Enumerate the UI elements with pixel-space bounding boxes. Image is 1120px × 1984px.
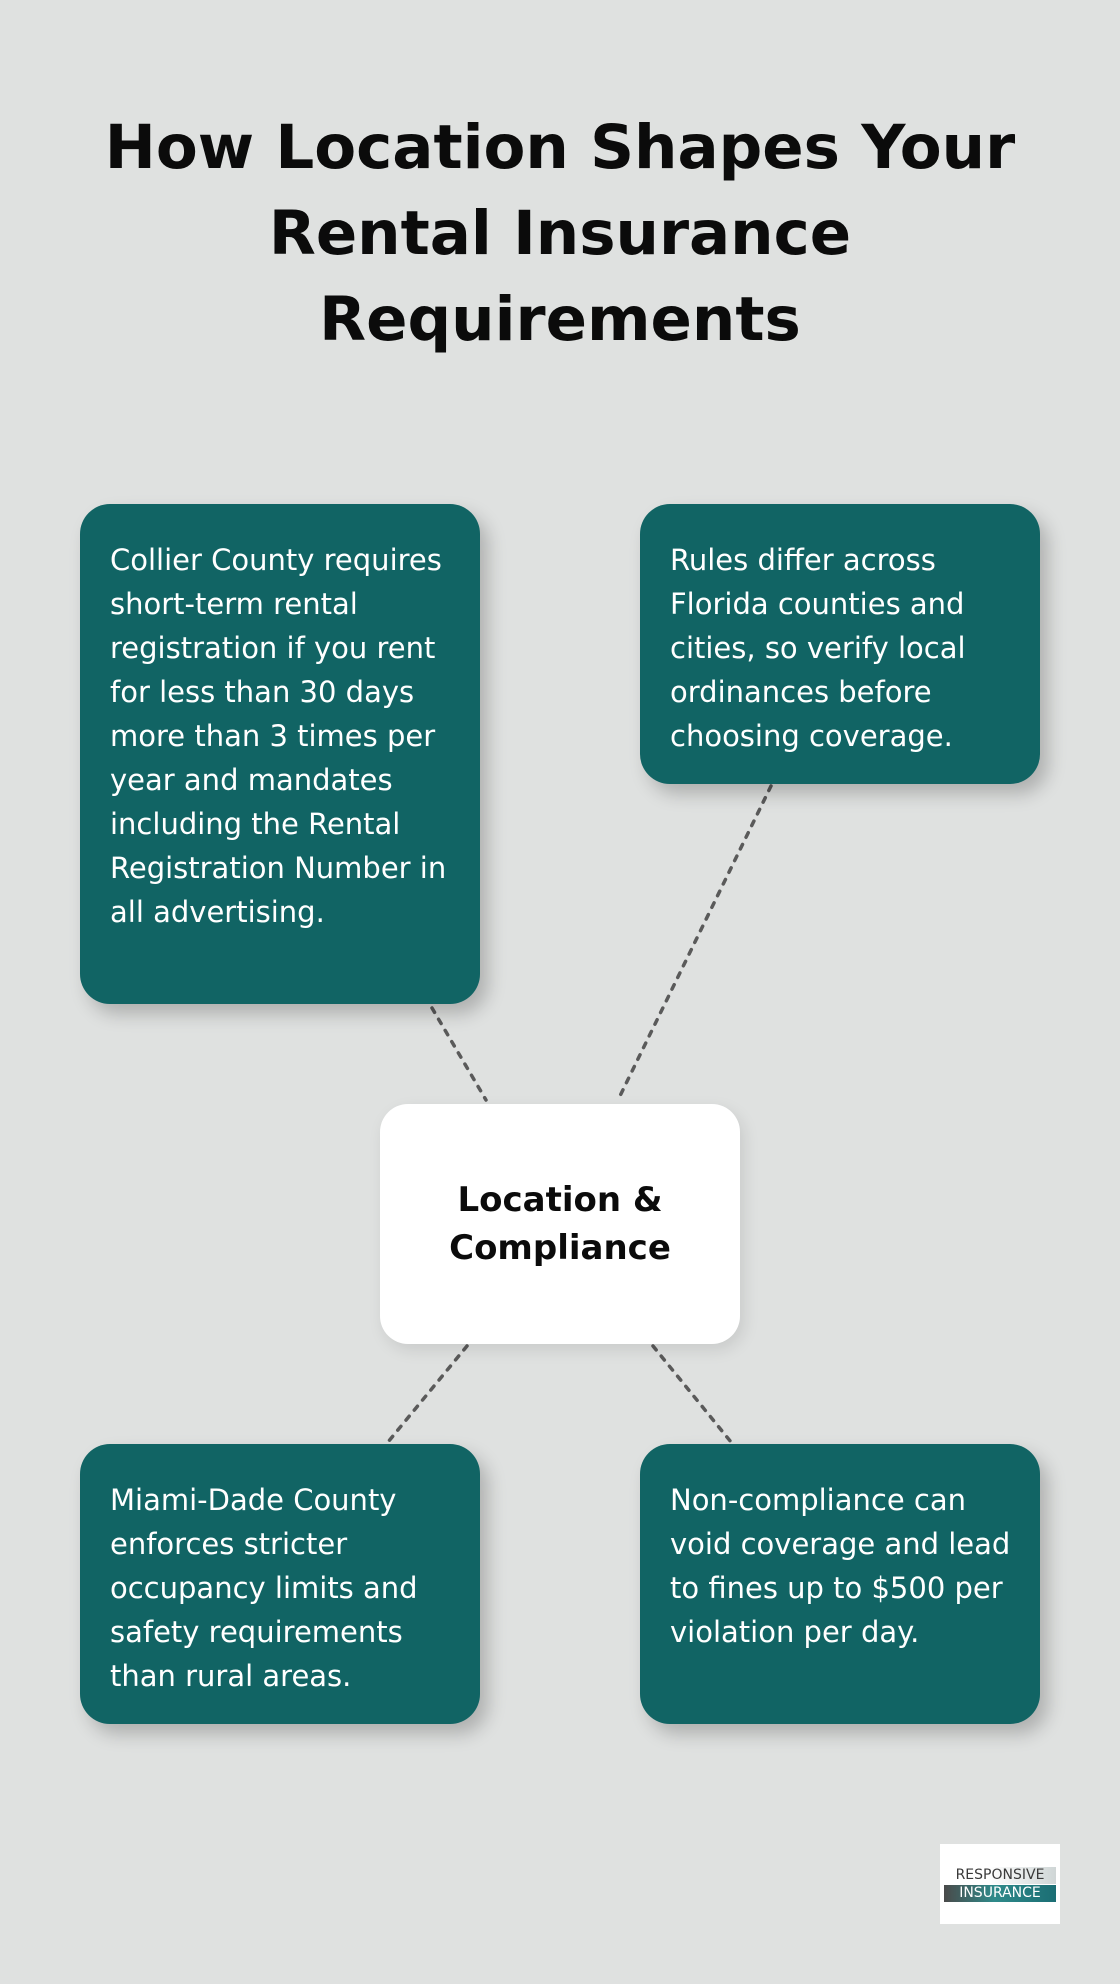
logo-line-1: RESPONSIVE: [944, 1867, 1056, 1884]
connector-bottom-left: [388, 1346, 467, 1442]
connector-top-left: [432, 1008, 486, 1100]
card-text: Miami-Dade County enforces stricter occupancy limits and safety requirements than rural areas.: [110, 1483, 418, 1693]
logo-line-2: INSURANCE: [944, 1885, 1056, 1902]
center-node: [380, 1104, 740, 1344]
card-non-compliance: [640, 1444, 1040, 1724]
page-title: How Location Shapes Your Rental Insurance Requirements: [104, 112, 1016, 355]
center-node-label: Location & Compliance: [449, 1180, 671, 1268]
card-florida-rules: [640, 504, 1040, 784]
responsive-insurance-logo: [940, 1844, 1060, 1924]
card-text: Rules differ across Florida counties and cities, so verify local ordinances before choosing coverage.: [670, 543, 966, 753]
card-collier-county: [80, 504, 480, 1004]
card-text: Collier County requires short-term rental registration if you rent for less than 30 days more than 3 times per year and mandates including the Rental Registration Number in all advertising.: [110, 543, 447, 929]
card-text: Non-compliance can void coverage and lead to fines up to $500 per violation per day.: [670, 1483, 1011, 1649]
connector-top-right: [618, 786, 771, 1100]
connector-bottom-right: [653, 1346, 731, 1442]
card-miami-dade: [80, 1444, 480, 1724]
